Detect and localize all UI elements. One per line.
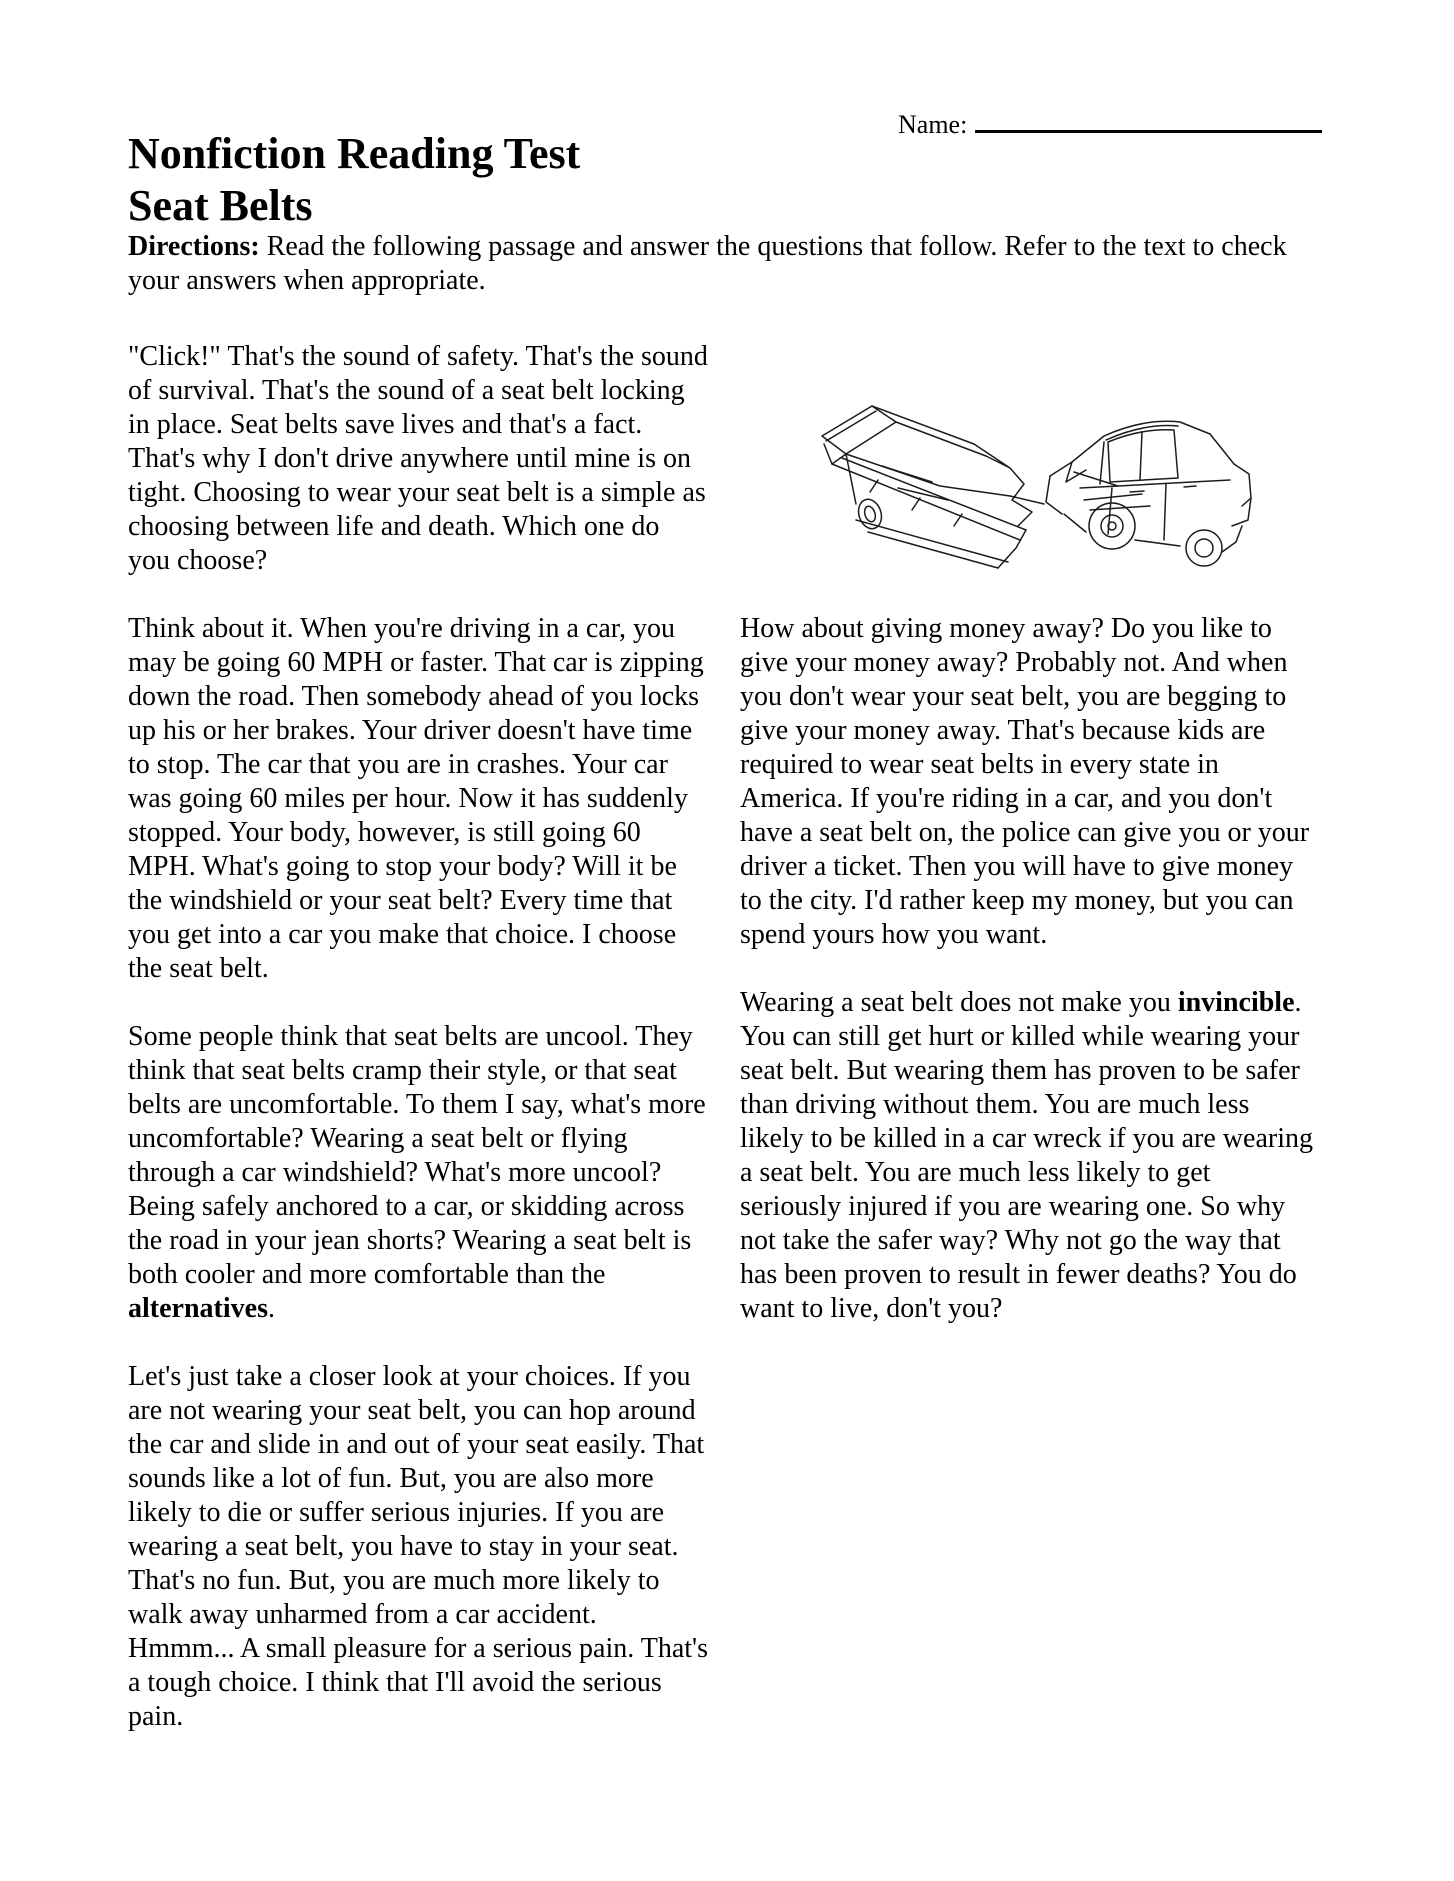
name-label: Name: [898, 110, 968, 139]
directions-text: Read the following passage and answer the questions that follow. Refer to the text to check your answers when appropriate. [128, 231, 1287, 296]
passage-column-right [740, 340, 1313, 1768]
passage-paragraph: Wearing a seat belt does not make you invincible. You can still get hurt or killed while wearing your seat belt. But wearing them has proven to be safer than driving without them. You are much less likely to be killed in a car wreck if you are wearing a seat belt. You are much less likely to get seriously injured if you are wearing one. So why not take the safer way? Why not go the way that has been proven to result in fewer deaths? You do want to live, don't you? [740, 987, 1313, 1324]
passage-paragraph: Think about it. When you're driving in a car, you may be going 60 MPH or faster. That car is zipping down the road. Then somebody ahead of you locks up his or her brakes. Your driver doesn't have time to stop. The car that you are in crashes. Your car was going 60 miles per hour. Now it has suddenly stopped. Your body, however, is still going 60 MPH. What's going to stop your body? Will it be the windshield or your seat belt? Every time that you get into a car you make that choice. I choose the seat belt. [128, 613, 704, 984]
passage-paragraph: "Click!" That's the sound of safety. That's the sound of survival. That's the sound of a seat belt locking in place. Seat belts save lives and that's a fact. That's why I don't drive anywhere until mine is on tight. Choosing to wear your seat belt is a simple as choosing between life and death. Which one do you choose? [128, 341, 708, 576]
name-blank-line [975, 106, 1322, 133]
name-row [898, 106, 1322, 140]
page-title [128, 128, 580, 232]
directions-label: Directions: [128, 231, 260, 262]
title-line-1: Nonfiction Reading Test [128, 129, 581, 178]
passage-columns [128, 340, 1313, 1768]
directions [128, 230, 1313, 298]
passage-column-left [128, 340, 708, 1768]
passage-paragraph: How about giving money away? Do you like to give your money away? Probably not. And when you don't wear your seat belt, you are begging to give your money away. That's because kids are required to wear seat belts in every state in America. If you're riding in a car, and you don't have a seat belt on, the police can give you or your driver a ticket. Then you will have to give money to the city. I'd rather keep my money, but you can spend yours how you want. [740, 613, 1310, 950]
passage-paragraph: Some people think that seat belts are uncool. They think that seat belts cramp their style, or that seat belts are uncomfortable. To them I say, what's more uncomfortable? Wearing a seat belt or flying through a car windshield? What's more uncool? Being safely anchored to a car, or skidding across the road in your jean shorts? Wearing a seat belt is both cooler and more comfortable than the alternatives. [128, 1021, 706, 1324]
title-line-2: Seat Belts [128, 181, 313, 230]
passage-paragraph: Let's just take a closer look at your choices. If you are not wearing your seat belt, you can hop around the car and slide in and out of your seat easily. That sounds like a lot of fun. But, you are also more likely to die or suffer serious injuries. If you are wearing a seat belt, you have to stay in your seat. That's no fun. But, you are much more likely to walk away unharmed from a car accident. Hmmm... A small pleasure for a serious pain. That's a tough choice. I think that I'll avoid the serious pain. [128, 1361, 708, 1732]
